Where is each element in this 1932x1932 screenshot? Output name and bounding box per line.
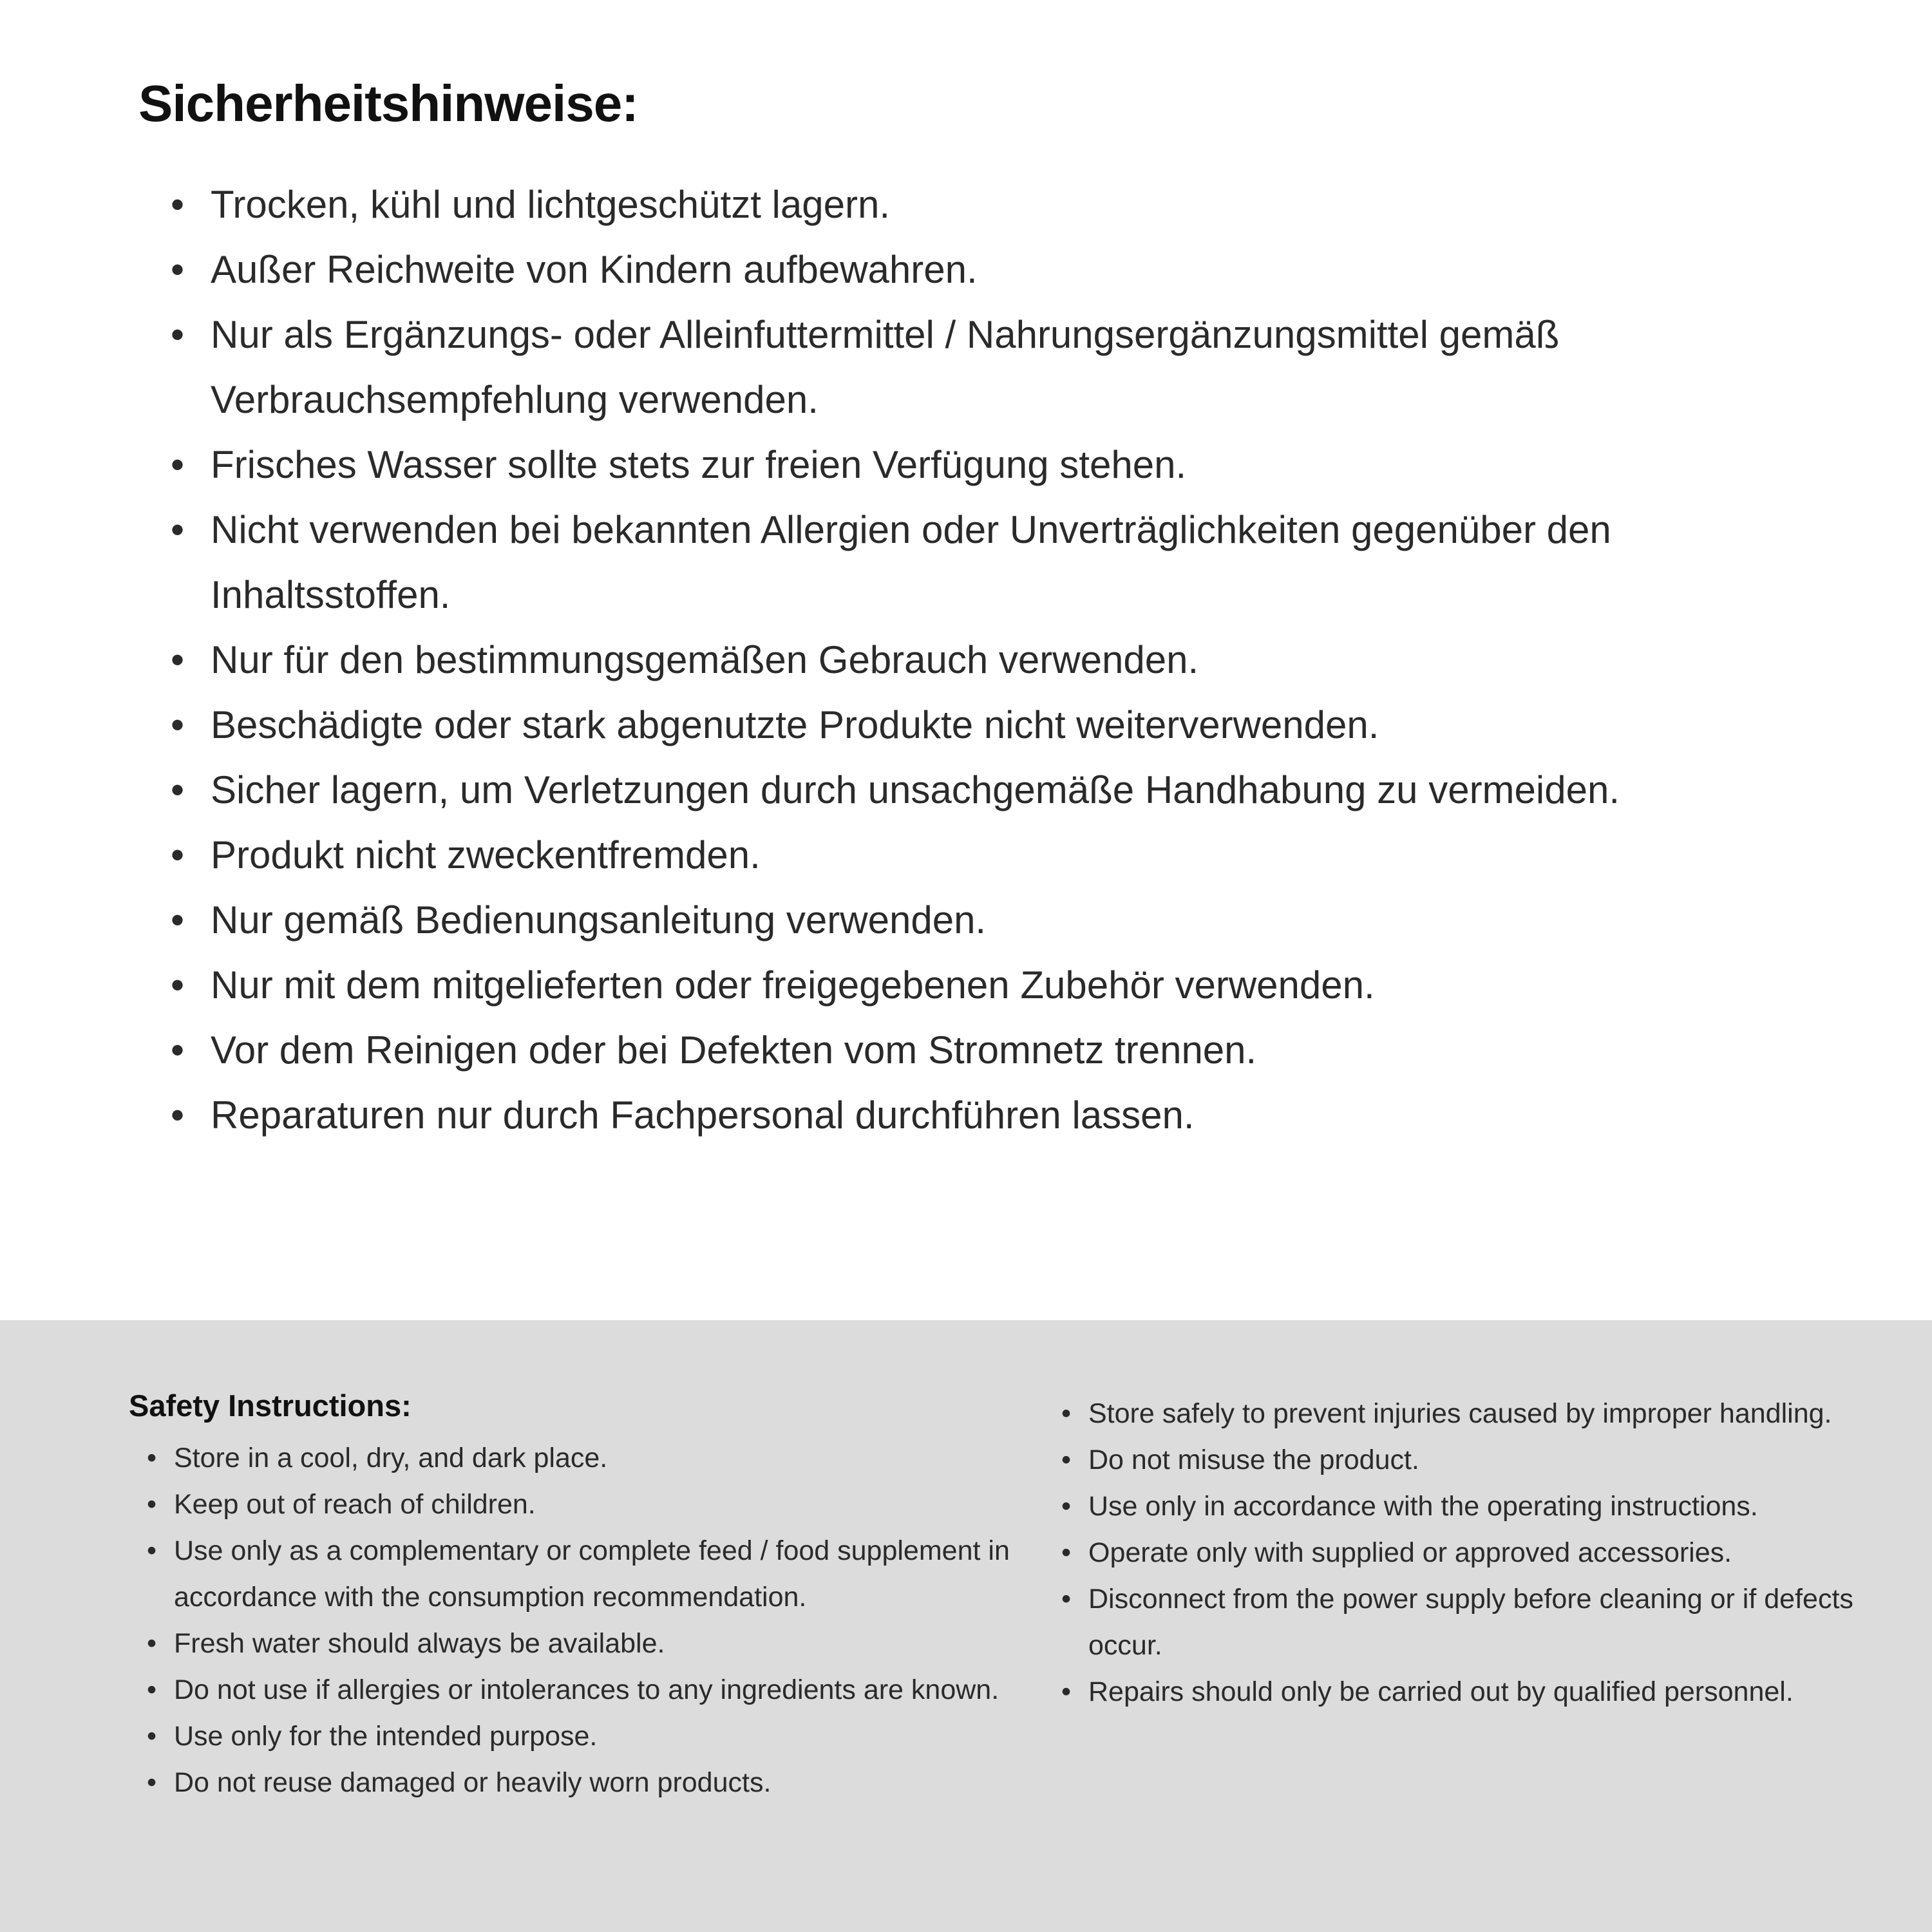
bullet-point: • [147, 1443, 157, 1473]
german-section-title: Sicherheitshinweise: [138, 75, 638, 132]
bullet-point: • [171, 1028, 185, 1072]
list-item-text: Beschädigte oder stark abgenutzte Produkte nicht weiterverwenden. [211, 703, 1379, 746]
english-instructions-list-right [1043, 1390, 1868, 1715]
list-item [1061, 1390, 1868, 1437]
list-item-text: Repairs should only be carried out by qualified personnel. [1088, 1676, 1794, 1707]
list-item-text: Nicht verwenden bei bekannten Allergien oder Unverträglichkeiten gegenüber den Inhaltsstoffen. [211, 508, 1611, 616]
list-item [147, 1759, 1043, 1806]
list-item-text: Use only for the intended purpose. [174, 1721, 598, 1752]
list-item [171, 887, 1835, 952]
bullet-point: • [171, 443, 185, 486]
bullet-point: • [147, 1767, 157, 1798]
bullet-point: • [1061, 1584, 1072, 1615]
list-item-text: Nur mit dem mitgelieferten oder freigegebenen Zubehör verwenden. [211, 963, 1375, 1007]
list-item-text: Do not use if allergies or intolerances to any ingredients are known. [174, 1674, 999, 1705]
english-section-title: Safety Instructions: [129, 1388, 412, 1423]
bullet-point: • [147, 1721, 157, 1752]
list-item-text: Reparaturen nur durch Fachpersonal durchführen lassen. [211, 1094, 1195, 1137]
list-item [171, 302, 1835, 432]
list-item [1061, 1669, 1868, 1715]
list-item-text: Fresh water should always be available. [174, 1628, 665, 1659]
list-item [171, 757, 1835, 822]
list-item-text: Sicher lagern, um Verletzungen durch unsachgemäße Handhabung zu vermeiden. [211, 768, 1620, 811]
bullet-point: • [171, 508, 185, 551]
list-item-text: Produkt nicht zweckentfremden. [211, 833, 761, 876]
list-item-text: Nur für den bestimmungsgemäßen Gebrauch verwenden. [211, 638, 1199, 681]
list-item-text: Frisches Wasser sollte stets zur freien Verfügung stehen. [211, 443, 1187, 486]
list-item [1061, 1576, 1868, 1669]
list-item-text: Vor dem Reinigen oder bei Defekten vom Stromnetz trennen. [211, 1028, 1257, 1072]
bullet-point: • [1061, 1398, 1072, 1429]
bullet-point: • [147, 1628, 157, 1659]
list-item [1061, 1437, 1868, 1483]
list-item-text: Außer Reichweite von Kindern aufbewahren. [211, 248, 978, 291]
list-item-text: Do not misuse the product. [1088, 1444, 1419, 1475]
list-item [171, 952, 1835, 1018]
list-item-text: Use only in accordance with the operating instructions. [1088, 1491, 1758, 1522]
list-item [1061, 1483, 1868, 1530]
list-item [147, 1713, 1043, 1759]
list-item-text: Store safely to prevent injuries caused by improper handling. [1088, 1398, 1832, 1429]
list-item [171, 1018, 1835, 1083]
german-instructions-list [138, 172, 1835, 1148]
bullet-point: • [1061, 1444, 1072, 1475]
bullet-point: • [171, 638, 185, 681]
english-instructions-list-left [129, 1435, 1043, 1806]
list-item [171, 497, 1835, 627]
bullet-point: • [171, 248, 185, 291]
bullet-point: • [171, 833, 185, 876]
list-item [147, 1667, 1043, 1713]
list-item-text: Do not reuse damaged or heavily worn products. [174, 1767, 772, 1798]
list-item-text: Nur gemäß Bedienungsanleitung verwenden. [211, 898, 987, 942]
bullet-point: • [171, 183, 185, 226]
bullet-point: • [147, 1535, 157, 1566]
bullet-point: • [171, 768, 185, 811]
bullet-point: • [1061, 1537, 1072, 1568]
english-column-left [129, 1388, 1043, 1932]
list-item [147, 1620, 1043, 1667]
list-item-text: Store in a cool, dry, and dark place. [174, 1443, 608, 1473]
list-item-text: Use only as a complementary or complete feed / food supplement in accordance with the consumption recommendation. [174, 1535, 1010, 1613]
list-item-text: Nur als Ergänzungs- oder Alleinfuttermittel / Nahrungsergänzungsmittel gemäß Verbrauchsempfehlung verwenden. [211, 313, 1560, 421]
list-item [171, 237, 1835, 302]
bullet-point: • [171, 1094, 185, 1137]
bullet-point: • [171, 898, 185, 942]
list-item [171, 692, 1835, 757]
list-item [171, 627, 1835, 692]
list-item [171, 822, 1835, 887]
english-section [0, 1320, 1932, 1932]
bullet-point: • [1061, 1676, 1072, 1707]
list-item-text: Operate only with supplied or approved accessories. [1088, 1537, 1732, 1568]
list-item [171, 172, 1835, 237]
list-item [171, 432, 1835, 497]
list-item [147, 1435, 1043, 1481]
list-item-text: Disconnect from the power supply before cleaning or if defects occur. [1088, 1584, 1853, 1661]
list-item-text: Trocken, kühl und lichtgeschützt lagern. [211, 183, 891, 226]
bullet-point: • [147, 1489, 157, 1520]
english-column-right [1043, 1388, 1868, 1932]
list-item [147, 1481, 1043, 1528]
bullet-point: • [171, 313, 185, 356]
list-item [171, 1083, 1835, 1148]
bullet-point: • [171, 703, 185, 746]
list-item [1061, 1530, 1868, 1576]
list-item [147, 1528, 1043, 1620]
bullet-point: • [171, 963, 185, 1007]
list-item-text: Keep out of reach of children. [174, 1489, 536, 1520]
bullet-point: • [147, 1674, 157, 1705]
bullet-point: • [1061, 1491, 1072, 1522]
